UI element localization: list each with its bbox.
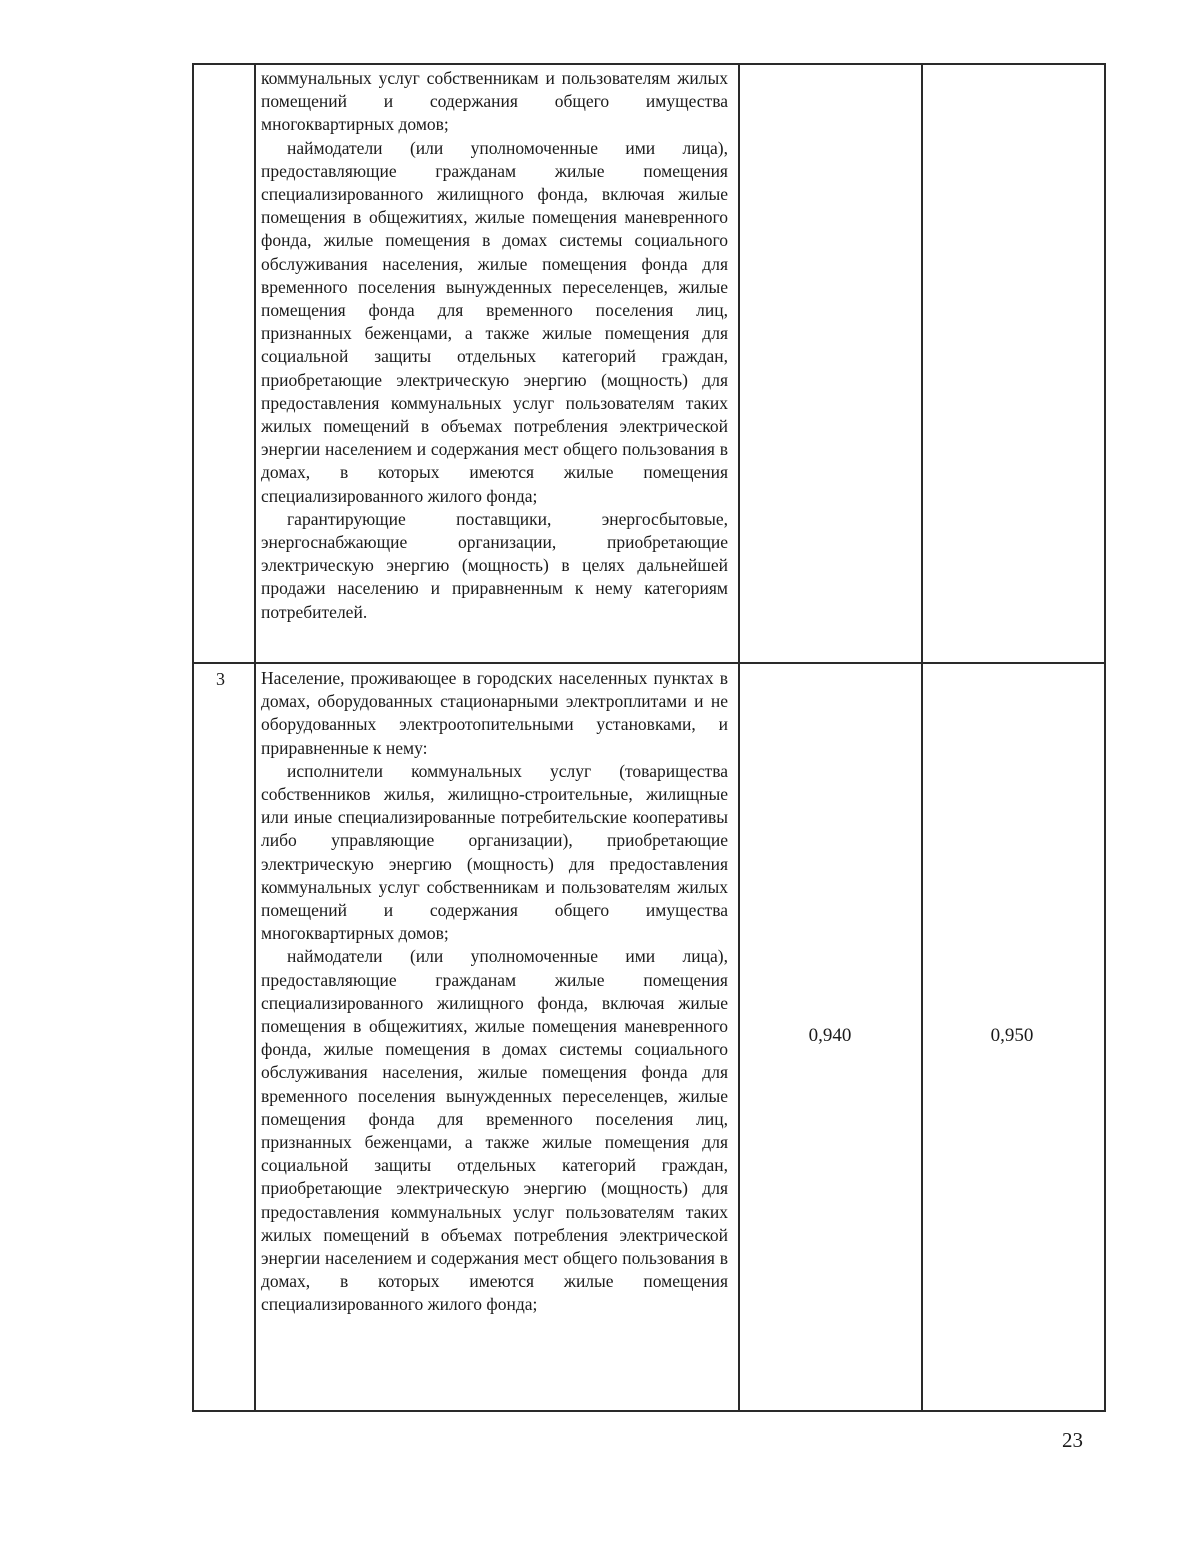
- column-divider: [738, 65, 740, 1410]
- tariff-table: [192, 63, 1106, 1412]
- paragraph: наймодатели (или уполномоченные ими лица), предоставляющие гражданам жилые помещения специализированного жилищного фонда, включая жилые помещения в общежитиях, жилые помещения маневренного фонда, жилые помещения в домах системы социального обслуживания населения, жилые помещения фонда для временного поселения вынужденных переселенцев, жилые помещения фонда для временного поселения лиц, признанных беженцами, а также жилые помещения для социальной защиты отдельных категорий граждан, приобретающие электрическую энергию (мощность) для предоставления коммунальных услуг пользователям таких жилых помещений в объемах потребления электрической энергии населением и содержания мест общего пользования в домах, в которых имеются жилые помещения специализированного жилого фонда;: [261, 946, 728, 1315]
- paragraph: Население, проживающее в городских населенных пунктах в домах, оборудованных стационарными электроплитами и не оборудованных электроотопительными установками, и приравненные к нему:: [261, 668, 728, 758]
- row-divider: [194, 662, 1104, 664]
- row-2-description: [261, 667, 728, 1317]
- column-divider: [921, 65, 923, 1410]
- row-1-description: [261, 67, 728, 624]
- paragraph: гарантирующие поставщики, энергосбытовые, энергоснабжающие организации, приобретающие электрическую энергию (мощность) в целях дальнейшей продажи населению и приравненным к нему категориям потребителей.: [261, 508, 728, 622]
- page-number: 23: [1062, 1428, 1083, 1452]
- paragraph: исполнители коммунальных услуг (товарищества собственников жилья, жилищно-строительные, жилищные или иные специализированные потребительские кооперативы либо управляющие организации), приобретающие электрическую энергию (мощность) для предоставления коммунальных услуг собственникам и пользователям жилых помещений и содержания общего имущества многоквартирных домов;: [261, 760, 728, 944]
- row-2-value-1: 0,940: [808, 1025, 852, 1046]
- row-2-number: 3: [216, 669, 225, 689]
- row-2-value-2: 0,950: [990, 1025, 1034, 1046]
- column-divider: [254, 65, 256, 1410]
- paragraph: наймодатели (или уполномоченные ими лица), предоставляющие гражданам жилые помещения специализированного жилищного фонда, включая жилые помещения в общежитиях, жилые помещения маневренного фонда, жилые помещения в домах системы социального обслуживания населения, жилые помещения фонда для временного поселения вынужденных переселенцев, жилые помещения фонда для временного поселения лиц, признанных беженцами, а также жилые помещения для социальной защиты отдельных категорий граждан, приобретающие электрическую энергию (мощность) для предоставления коммунальных услуг пользователям таких жилых помещений в объемах потребления электрической энергии населением и содержания мест общего пользования в домах, в которых имеются жилые помещения специализированного жилого фонда;: [261, 137, 728, 506]
- paragraph: коммунальных услуг собственникам и пользователям жилых помещений и содержания общего имущества многоквартирных домов;: [261, 68, 728, 135]
